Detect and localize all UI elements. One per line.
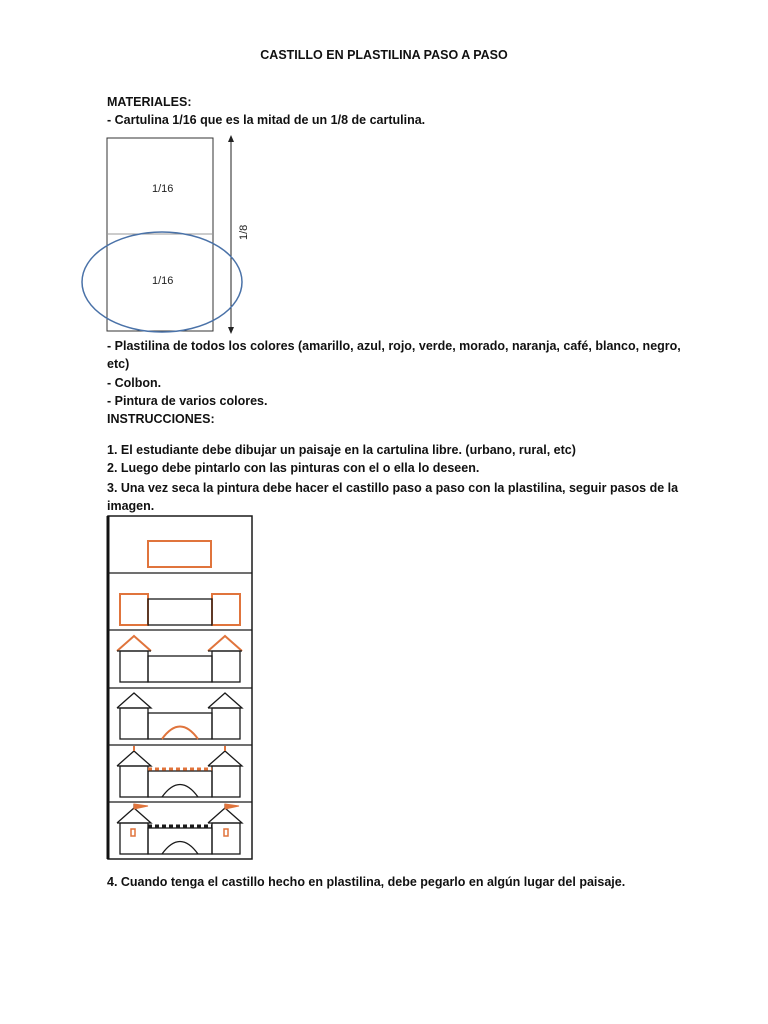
materials-heading: MATERIALES:	[107, 95, 192, 109]
page-title: CASTILLO EN PLASTILINA PASO A PASO	[260, 48, 508, 62]
label-top-1-16: 1/16	[152, 183, 174, 195]
instruction-4: 4. Cuando tenga el castillo hecho en plastilina, debe pegarlo en algún lugar del paisaje.	[107, 875, 626, 889]
material-item-plastilina: - Plastilina de todos los colores (amarillo, azul, rojo, verde, morado, naranja, café, blanco, negro,	[107, 339, 681, 353]
castle-step-1	[148, 541, 211, 567]
material-item-pintura: - Pintura de varios colores.	[107, 394, 268, 408]
material-item-plastilina-cont: etc)	[107, 357, 130, 371]
instruction-1: 1. El estudiante debe dibujar un paisaje en la cartulina libre. (urbano, rural, etc)	[107, 443, 576, 457]
instructions-heading: INSTRUCCIONES:	[107, 412, 215, 426]
instruction-3: 3. Una vez seca la pintura debe hacer el castillo paso a paso con la plastilina, seguir pasos de la	[107, 481, 679, 495]
castle-step-2	[120, 594, 240, 625]
castle-step-6	[117, 804, 242, 854]
castle-step-5	[117, 746, 242, 797]
material-item-cartulina: - Cartulina 1/16 que es la mitad de un 1/8 de cartulina.	[107, 113, 426, 127]
instruction-3-cont: imagen.	[107, 499, 155, 513]
material-item-colbon: - Colbon.	[107, 376, 162, 390]
castle-step-4	[117, 693, 242, 739]
castle-step-3	[117, 636, 242, 682]
instruction-2: 2. Luego debe pintarlo con las pinturas con el o ella lo deseen.	[107, 461, 480, 475]
label-1-8: 1/8	[238, 224, 250, 240]
label-bottom-1-16: 1/16	[152, 275, 174, 287]
